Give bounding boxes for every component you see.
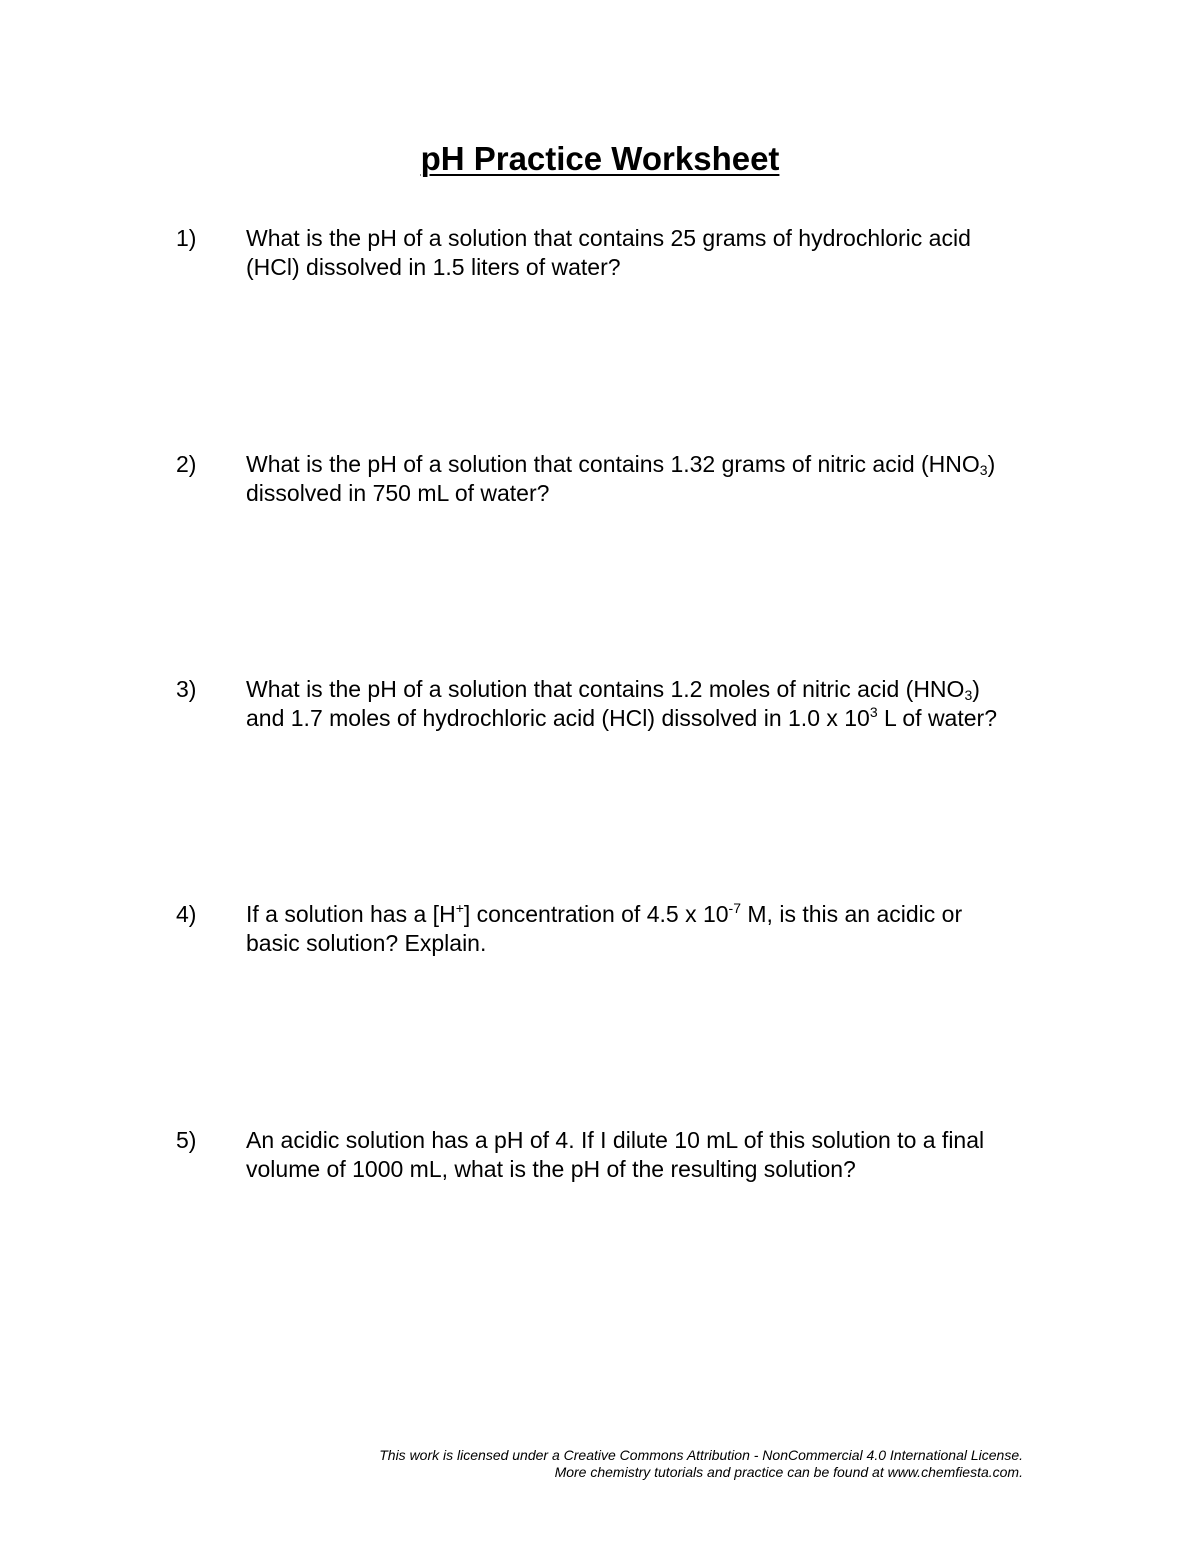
question-text [246,1126,1046,1184]
question-number: 3) [176,676,197,702]
question-line: volume of 1000 mL, what is the pH of the resulting solution? [246,1156,856,1182]
text-segment: ) [987,451,996,477]
page-title: pH Practice Worksheet [420,140,780,177]
question-text [246,450,1046,508]
superscript: 3 [869,704,878,720]
question-text [246,900,1046,958]
question-line: An acidic solution has a pH of 4. If I dilute 10 mL of this solution to a final [246,1127,985,1153]
text-segment: What is the pH of a solution that contains 1.32 grams of nitric acid (HNO [246,451,980,477]
question-number: 2) [176,451,197,477]
question-line [246,900,1046,929]
question-number: 5) [176,1127,197,1153]
superscript: -7 [728,900,741,916]
text-segment: If a solution has a [H [246,901,456,927]
license-footer [123,1447,1023,1481]
text-segment: M, is this an acidic or [741,901,963,927]
superscript: + [455,900,464,916]
text-segment: ] concentration of 4.5 x 10 [463,901,729,927]
question-text [246,675,1046,733]
question-number: 1) [176,225,197,251]
license-line: This work is licensed under a Creative Commons Attribution - NonCommercial 4.0 International License. [379,1447,1023,1463]
subscript: 3 [964,687,973,703]
question-line: dissolved in 750 mL of water? [246,480,550,506]
question-line: basic solution? Explain. [246,930,487,956]
website-line: More chemistry tutorials and practice can be found at www.chemfiesta.com. [554,1464,1023,1480]
text-segment: L of water? [877,705,997,731]
question-line [246,675,1046,704]
question-number: 4) [176,901,197,927]
text-segment: What is the pH of a solution that contains 1.2 moles of nitric acid (HNO [246,676,965,702]
question-text [246,224,1046,282]
question-line: (HCl) dissolved in 1.5 liters of water? [246,254,621,280]
subscript: 3 [979,462,988,478]
question-line [246,450,1046,479]
question-line [246,704,1046,733]
text-segment: and 1.7 moles of hydrochloric acid (HCl) dissolved in 1.0 x 10 [246,705,870,731]
question-line: What is the pH of a solution that contains 25 grams of hydrochloric acid [246,225,971,251]
text-segment: ) [972,676,980,702]
